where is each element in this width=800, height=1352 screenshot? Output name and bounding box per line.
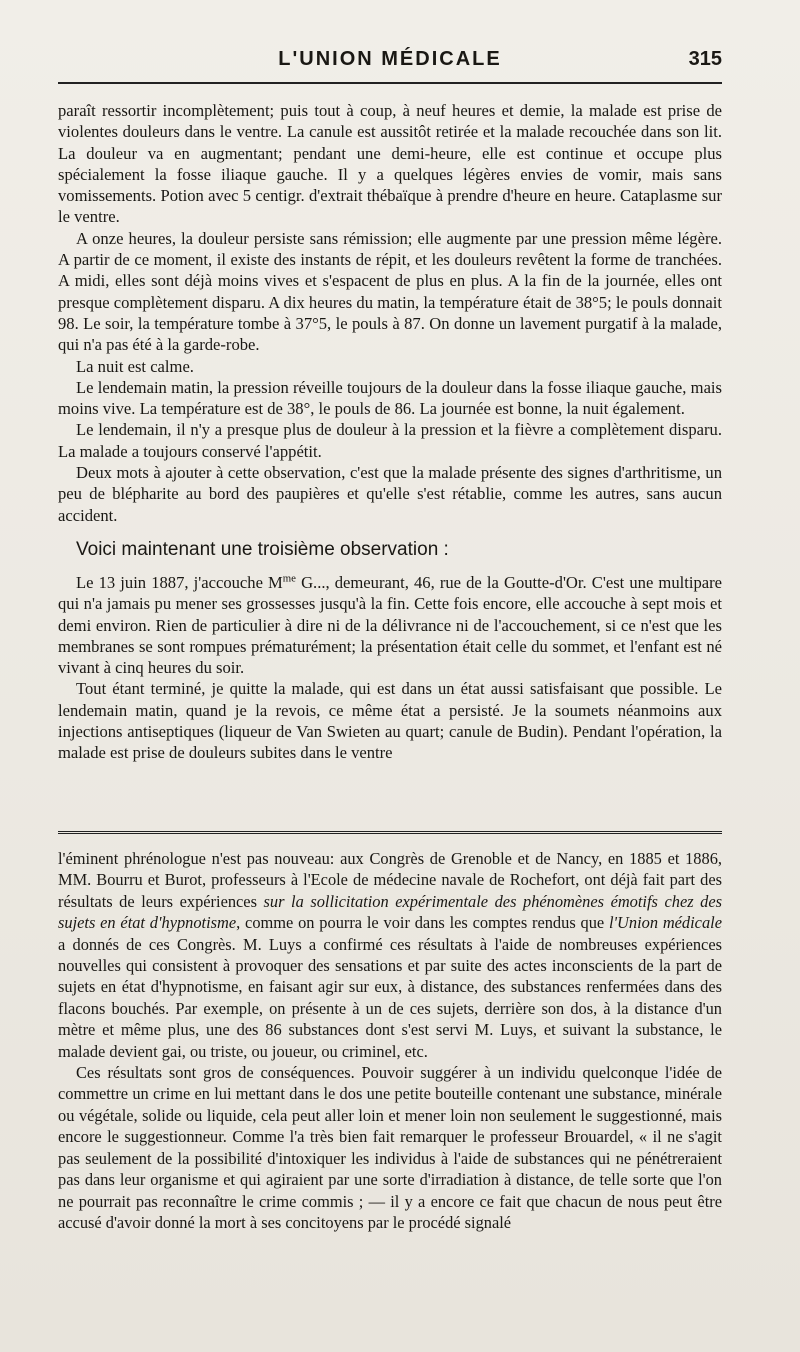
paragraph-2: A onze heures, la douleur persiste sans rémission; elle augmente par une pression même légère. A partir de ce moment, il existe des instants de répit, et les douleurs revêtent la forme de tranchées. A midi, elles sont déjà moins vives et s'espacent de plus en plus. A la fin de la journée, elles ont presque complètement disparu. A dix heures du matin, la température était de 38°5; le pouls donnait 98. Le soir, la température tombe à 37°5, le pouls à 87. On donne un lavement purgatif à la malade, qui n'a pas été à la garde-robe. [58,228,722,355]
paragraph-7-start: Le 13 juin 1887, j'accouche M [76,572,283,592]
footnote-italic-journal: l'Union médicale [608,913,722,933]
footnote [58,848,722,1233]
section-heading: Voici maintenant une troisième observation : [76,538,449,560]
page-header [58,48,722,71]
paragraph-7 [58,572,722,678]
footnote-text-c: a donnés de ces Congrès. M. Luys a confirmé ces résultats à l'aide de nombreuses expériences nouvelles qui consistent à provoquer des sensations et par suite des actes inconscients de la part de sujets en état d'hypnotisme, en faisant agir sur eux, à distance, des substances renfermées dans des flacons bouchés. Par exemple, on présente à un de ces sujets, derrière son dos, à la distance d'un mètre et même plus, une des 86 substances dont s'est servi M. Luys, et suivant la substance, le malade devient gai, ou triste, ou joueur, ou criminel, etc. [58,934,722,1061]
paragraph-1: paraît ressortir incomplètement; puis tout à coup, à neuf heures et demie, la malade est prise de violentes douleurs dans le ventre. La canule est aussitôt retirée et la malade recouchée dans son lit. La douleur va en augmentant; pendant une demi-heure, elle est continue et occupe plus spécialement la fosse iliaque gauche. Il y a quelques légères envies de vomir, mais sans vomissements. Potion avec 5 centigr. d'extrait thébaïque à prendre d'heure en heure. Cataplasme sur le ventre. [58,101,722,227]
footnote-italic-title: sur la sollicitation expérimentale des phénomènes émotifs chez des sujets en état d'hypnotisme [58,891,722,933]
main-text [58,100,722,764]
paragraph-5: Le lendemain, il n'y a presque plus de douleur à la pression et la fièvre a complètement disparu. La malade a toujours conservé l'appétit. [58,420,722,461]
footnote-text-b: , comme on pourra le voir dans les comptes rendus que [236,913,609,933]
footnote-text-a: l'éminent phrénologue n'est pas nouveau: aux Congrès de Grenoble et de Nancy, en 1885 et 1886, MM. Bourru et Burot, professeurs à l'Ecole de médecine navale de Rochefort, ont déjà fait part des résultats de leurs expériences [58,849,722,911]
running-head: L'UNION MÉDICALE [278,48,502,70]
paragraph-3: La nuit est calme. [76,356,194,376]
footnote-paragraph-1 [58,848,722,1062]
paragraph-8: Tout étant terminé, je quitte la malade, qui est dans un état aussi satisfaisant que possible. Le lendemain matin, quand je la revois, ce même état a persisté. Je la soumets néanmoins aux injections antiseptiques (liqueur de Van Swieten au quart; canule de Budin). Pendant l'opération, la malade est prise de douleurs subites dans le ventre [58,679,722,763]
paragraph-6: Deux mots à ajouter à cette observation, c'est que la malade présente des signes d'arthritisme, un peu de blépharite au bord des paupières et qu'elle s'est rétablie, comme les autres, sans aucun accident. [58,463,722,525]
paragraph-4: Le lendemain matin, la pression réveille toujours de la douleur dans la fosse iliaque gauche, mais moins vive. La température est de 38°, le pouls de 86. La journée est bonne, la nuit également. [58,377,722,419]
footnote-rule [58,831,722,837]
footnote-paragraph-2: Ces résultats sont gros de conséquences. Pouvoir suggérer à un individu quelconque l'idée de commettre un crime en lui mettant dans le dos une petite bouteille contenant une substance, minérale ou végétale, solide ou liquide, cela peut aller loin et mener loin non seulement le suggestionné, mais encore le suggestionneur. Comme l'a très bien fait remarquer le professeur Brouardel, « il ne s'agit pas seulement de la possibilité d'intoxiquer les individus à l'aide de substances qui ne pénétreraient pas dans leur organisme et qui agiraient par une sorte d'irradiation à distance, de telle sorte que l'on ne pourrait pas reconnaître le crime commis ; — il y a encore ce fait que chacun de nous peut être accusé d'avoir donné la mort à ses concitoyens par le procédé signalé [58,1063,722,1232]
header-rule [58,82,722,84]
superscript-me: me [282,572,296,585]
page-number: 315 [688,48,722,70]
paragraph-7-rest: G..., demeurant, 46, rue de la Goutte-d'Or. C'est une multipare qui n'a jamais pu mener ses grossesses jusqu'à la fin. Cette fois encore, elle accouche à sept mois et demi environ. Rien de particulier à dire ni de la délivrance ni de l'accouchement, si ce n'est que les membranes se sont rompues prématurément; la présentation était celle du sommet, et l'enfant est né vivant à cinq heures du soir. [58,572,722,678]
